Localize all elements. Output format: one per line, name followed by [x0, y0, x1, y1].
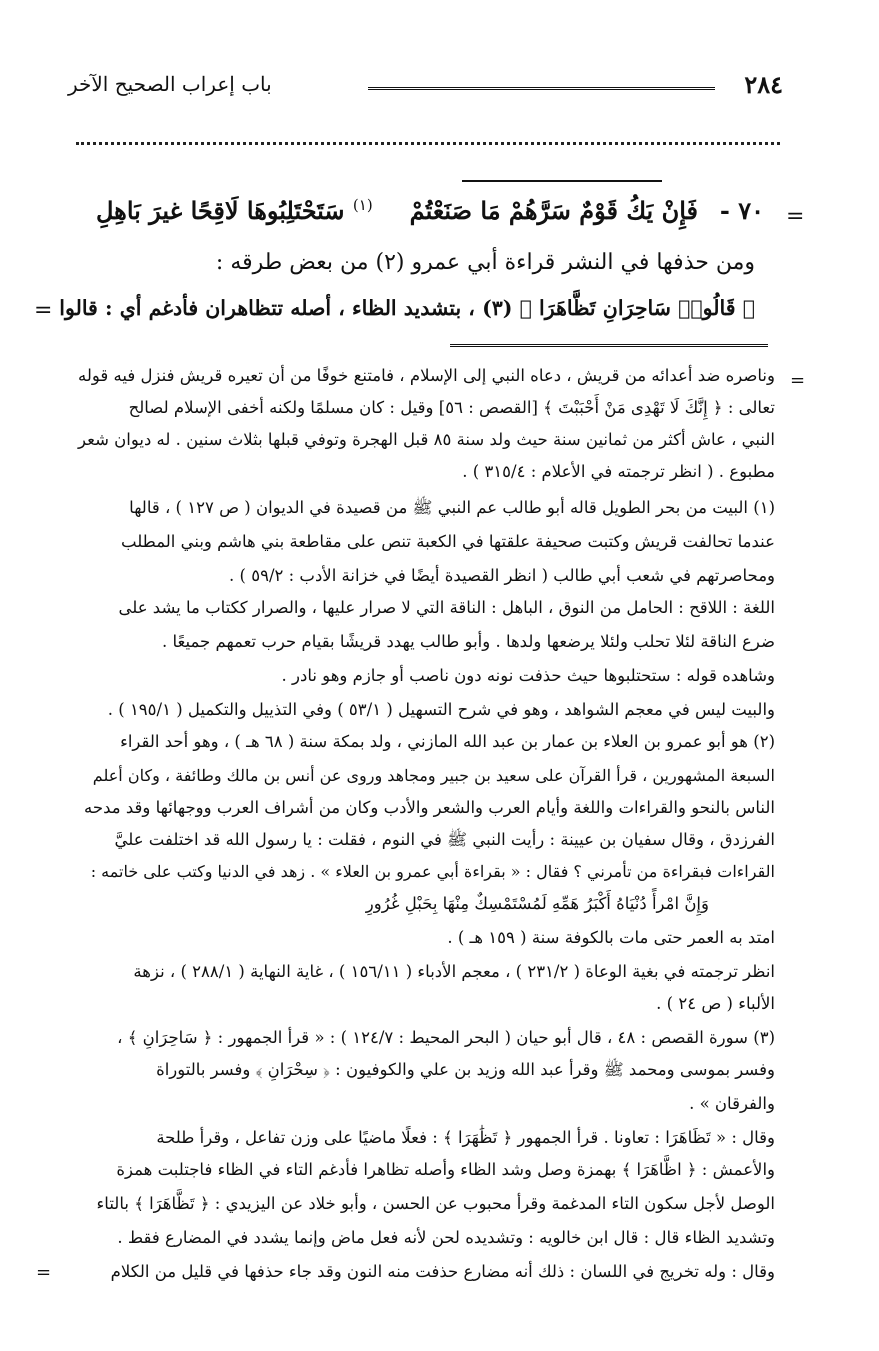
- footnote-line: وفسر بموسى ومحمد ﷺ وقرأ عبد الله وزيد بن علي والكوفيون : ﴿ سِحْرَانِ ﴾ وفسر بالتوراة: [156, 1060, 775, 1079]
- footnote-line: القراءات فبقراءة من تأمرني ؟ فقال : « بقراءة أبي عمرو بن العلاء » . زهد في الدنيا وكتب على خاتمه :: [90, 862, 775, 881]
- main-text-line: ﴿ قَالُوا۟ سَاحِرَانِ تَظَّاهَرَا ﴾ (٣) ، بتشديد الظاء ، أصله تتظاهران فأدغم أي : قالوا: [59, 296, 755, 320]
- footnote-line: مطبوع . ( انظر ترجمته في الأعلام : ٣١٥/٤ ) .: [462, 462, 775, 481]
- poetry-verse: [96, 196, 764, 238]
- footnote-separator: [450, 344, 768, 351]
- footnote-line: والأعمش : ﴿ اظَّاهَرَا ﴾ بهمزة وصل وشد الظاء وأصله تظاهرا فأدغم التاء في الظاء فاجتلبت همزة: [116, 1160, 775, 1179]
- header-rule: [368, 87, 715, 94]
- footnote-line: اللغة : اللاقح : الحامل من النوق ، الباهل : الناقة التي لا صرار عليها ، والصرار ككتاب ما يشد على: [118, 598, 775, 617]
- footnote-line: انظر ترجمته في بغية الوعاة ( ٢٣١/٢ ) ، معجم الأدباء ( ١٥٦/١١ ) ، غاية النهاية ( ٢٨٨/١ ) ، نزهة: [133, 962, 775, 981]
- second-hemistich-group: [96, 196, 373, 225]
- main-text-line: ومن حذفها في النشر قراءة أبي عمرو (٢) من بعض طرقه :: [215, 250, 755, 275]
- footnote-line: وشاهده قوله : ستحتلبوها حيث حذفت نونه دون ناصب أو جازم وهو نادر .: [281, 666, 775, 685]
- footnote-line: عندما تحالفت قريش وكتبت صحيفة علقتها في الكعبة تنص على مقاطعة بني هاشم وبني المطلب: [121, 532, 775, 551]
- verse-number: ٧٠ -: [719, 196, 764, 225]
- footnote-line: ضرع الناقة لئلا تحلب ولئلا يرضعها ولدها . وأبو طالب يهدد قريشًا بقيام حرب تعمهم جميعًا .: [162, 632, 775, 651]
- running-title: باب إعراب الصحيح الآخر: [68, 72, 272, 96]
- footnote-line: (١) البيت من بحر الطويل قاله أبو طالب عم النبي ﷺ من قصيدة في الديوان ( ص ١٢٧ ) ، قالها: [129, 498, 775, 517]
- footnote-line: النبي ، عاش أكثر من ثمانين سنة حيث ولد سنة ٨٥ قبل الهجرة وتوفي قبلها بثلاث سنين . له ديوان شعر: [78, 430, 775, 449]
- footnote-line: الفرزدق ، وقال سفيان بن عيينة : رأيت النبي ﷺ في النوم ، فقلت : يا رسول الله قد اختلفت عليَّ: [114, 830, 775, 849]
- continuation-mark-notes-end: =: [36, 1262, 52, 1283]
- footnote-line: الوصل لأجل سكون التاء المدغمة وقرأ محبوب عن الحسن ، وأبو خلاد عن اليزيدي : ﴿ تَظَّاهَرَا ﴾ بالتاء: [96, 1194, 775, 1213]
- footnote-line: والفرقان » .: [689, 1094, 775, 1113]
- footnote-line: ومحاصرتهم في شعب أبي طالب ( انظر القصيدة أيضًا في خزانة الأدب : ٥٩/٢ ) .: [229, 566, 775, 585]
- second-hemistich: سَتَحْتَلِبُوهَا لَاقِحًا غيرَ بَاهِلِ: [96, 196, 345, 225]
- dotted-separator: [76, 142, 780, 145]
- footnote-line: وقال : وله تخريج في اللسان : ذلك أنه مضارع حذفت منه النون وقد جاء حذفها في قليل من الكلام: [110, 1262, 775, 1281]
- continuation-mark-verse: =: [786, 204, 805, 229]
- footnote-line: (٢) هو أبو عمرو بن العلاء بن عمار بن عبد الله المازني ، ولد بمكة سنة ( ٦٨ هـ ) ، وهو أحد القراء: [120, 732, 775, 751]
- page-number: ٢٨٤: [744, 70, 783, 99]
- footnote-line: وقال : « تَظَاهَرَا : تعاونا . قرأ الجمهور ﴿ تَظَٰهَرَا ﴾ : فعلًا ماضيًا على وزن تفاعل ، وقرأ طلحة: [156, 1128, 775, 1147]
- footnote-line: (٣) سورة القصص : ٤٨ ، قال أبو حيان ( البحر المحيط : ١٢٤/٧ ) : « قرأ الجمهور : ﴿ سَاحِرَانِ ﴾ ،: [117, 1028, 775, 1047]
- footnote-ref: (١): [352, 196, 373, 214]
- footnote-line: امتد به العمر حتى مات بالكوفة سنة ( ١٥٩ هـ ) .: [447, 928, 775, 947]
- footnote-line: وتشديد الظاء قال : قال ابن خالويه : وتشديده لحن لأنه فعل ماض وإنما يشدد في المضارع فقط .: [117, 1228, 775, 1247]
- footnote-line: والبيت ليس في معجم الشواهد ، وهو في شرح التسهيل ( ٥٣/١ ) وفي التذييل والتكميل ( ١٩٥/١ ) .: [107, 700, 775, 719]
- footnote-line: السبعة المشهورين ، قرأ القرآن على سعيد بن جبير ومجاهد وروى عن أنس بن مالك وطائفة ، وكان أعلم: [92, 766, 775, 785]
- footnote-line: تعالى : ﴿ إِنَّكَ لَا تَهْدِى مَنْ أَحْبَبْتَ ﴾ [القصص : ٥٦] وقيل : كان مسلمًا ولكنه أخفى الإسلام لصالح: [128, 398, 775, 417]
- footnote-line: وناصره ضد أعدائه من قريش ، دعاه النبي إلى الإسلام ، فامتنع خوفًا من أن تعيره قريش فنزل فيه قوله: [78, 366, 775, 385]
- continuation-mark-notes-start: =: [790, 370, 806, 391]
- continuation-mark-main: =: [34, 298, 53, 323]
- footnote-line: الناس بالنحو والقراءات واللغة وأيام العرب والشعر والأدب وكان من أشراف العرب ووجهائها وقد مدحه: [84, 798, 775, 817]
- footnote-line: الألباء ( ص ٢٤ ) .: [656, 994, 775, 1013]
- first-hemistich: فَإِنْ يَكُ قَوْمٌ سَرَّهُمْ مَا صَنَعْتُمْ: [409, 196, 698, 225]
- verse-overline: [462, 180, 662, 182]
- page-header: [68, 70, 783, 102]
- footnote-verse-line: وَإِنَّ امْرأً دُنْيَاهُ أَكْبَرُ هَمِّهِ لَمُسْتَمْسِكٌ مِنْهَا بِحَبْلِ غُرُورِ: [365, 894, 709, 913]
